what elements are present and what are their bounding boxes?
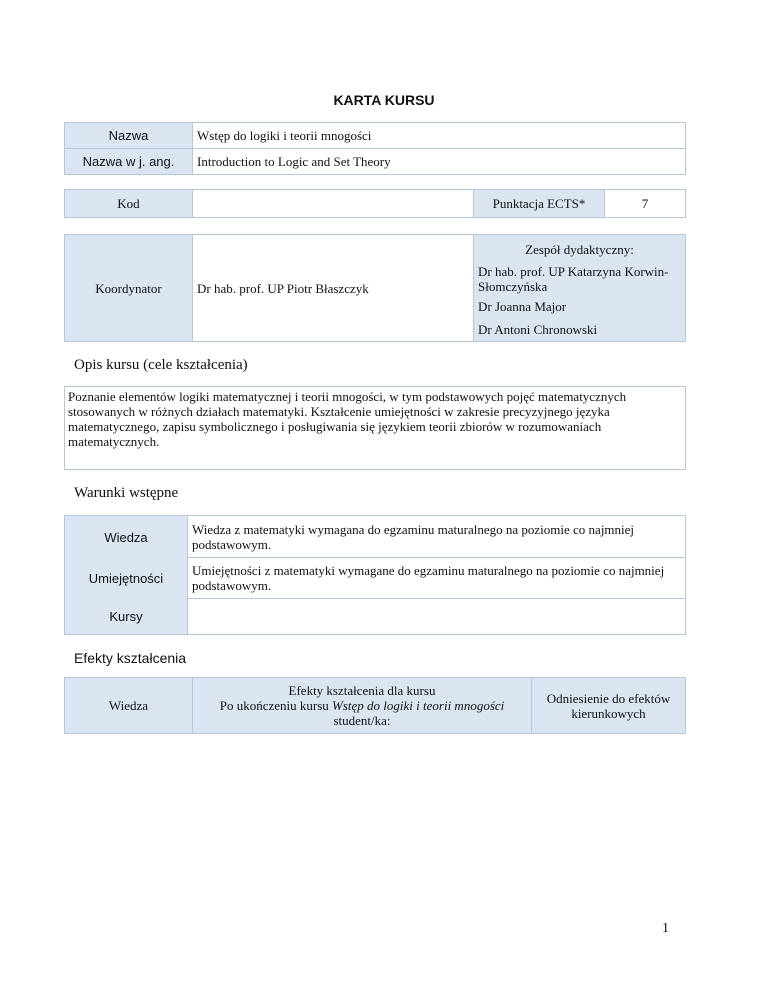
outcomes-col-course-line2 [220, 698, 505, 713]
prereq-knowledge-value: Wiedza z matematyki wymagana do egzaminu maturalnego na poziomie co najmniej podstawowym. [187, 515, 686, 558]
outcomes-col-course-prefix: Po ukończeniu kursu [219, 698, 333, 713]
ects-value: 7 [604, 189, 686, 218]
outcomes-col-course-line1: Efekty kształcenia dla kursu [288, 683, 436, 698]
coordinator-label: Koordynator [64, 234, 193, 342]
prereq-courses-value [187, 598, 686, 635]
code-value [192, 189, 474, 218]
name-en-label: Nazwa w j. ang. [64, 148, 193, 175]
name-label: Nazwa [64, 122, 193, 149]
teaching-team [473, 234, 686, 342]
course-name-italic: Wstęp do logiki i teorii mnogości [332, 698, 505, 713]
team-member: Dr Antoni Chronowski [478, 322, 598, 337]
team-member: Dr hab. prof. UP Katarzyna Korwin-Słomczyńska [478, 264, 669, 294]
page-title: KARTA KURSU [333, 92, 435, 108]
outcomes-col-reference: Odniesienie do efektów kierunkowych [531, 677, 686, 734]
name-en-value: Introduction to Logic and Set Theory [192, 148, 686, 175]
prereq-courses-label-text: Kursy [109, 608, 143, 624]
page-number: 1 [662, 921, 669, 936]
description-heading: Opis kursu (cele kształcenia) [74, 357, 248, 373]
code-label: Kod [64, 189, 193, 218]
prereq-skills-label-text: Umiejętności [88, 570, 164, 586]
team-member: Dr Joanna Major [478, 299, 567, 314]
outcomes-col-course-line3: student/ka: [333, 713, 391, 728]
outcomes-col-course [192, 677, 532, 734]
prerequisites-heading: Warunki wstępne [74, 485, 179, 501]
description-text: Poznanie elementów logiki matematycznej i teorii mnogości, w tym podstawowych pojęć matematycznych stosowanych w różnych działach matematyki. Kształcenie umiejętności w zakresie precyzyjnego języka matematycznego, zapisu symbolicznego i posługiwania się językiem teorii zbiorów w rozumowaniach matematycznych. [64, 386, 686, 470]
coordinator-value: Dr hab. prof. UP Piotr Błaszczyk [192, 234, 474, 342]
prereq-knowledge-label-text: Wiedza [104, 529, 148, 545]
outcomes-heading: Efekty kształcenia [74, 650, 187, 666]
ects-label: Punktacja ECTS* [473, 189, 605, 218]
outcomes-col-knowledge: Wiedza [64, 677, 193, 734]
prereq-skills-value: Umiejętności z matematyki wymagane do egzaminu maturalnego na poziomie co najmniej podstawowym. [187, 557, 686, 599]
name-value: Wstęp do logiki i teorii mnogości [192, 122, 686, 149]
team-label: Zespół dydaktyczny: [525, 241, 634, 257]
